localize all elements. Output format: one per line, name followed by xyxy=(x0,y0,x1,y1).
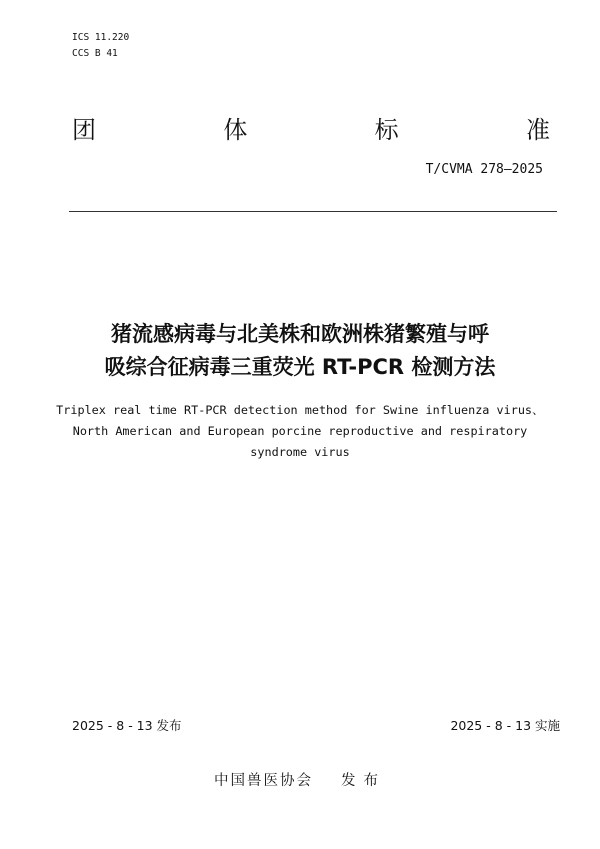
english-title-line-3: syndrome virus xyxy=(250,445,350,459)
chinese-title-line-1: 猪流感病毒与北美株和欧洲株猪繁殖与呼 xyxy=(111,322,489,346)
english-title-line-2: North American and European porcine reproductive and respiratory xyxy=(72,424,528,438)
doc-type-char-3: 标 xyxy=(374,116,399,144)
chinese-title xyxy=(0,318,600,384)
doc-type-char-1: 团 xyxy=(72,116,96,144)
doc-type-char-4: 准 xyxy=(525,116,550,144)
header-divider xyxy=(69,211,557,212)
doc-type-char-2: 体 xyxy=(223,116,248,144)
implementation-date: 2025 - 8 - 13 实施 xyxy=(450,718,560,733)
english-title xyxy=(0,400,600,463)
publisher-action: 发布 xyxy=(341,773,386,789)
standard-number: T/CVMA 278—2025 xyxy=(425,162,543,177)
english-title-line-1: Triplex real time RT-PCR detection method for Swine influenza virus、 xyxy=(56,403,544,417)
ics-code: ICS 11.220 xyxy=(72,32,130,43)
document-type-heading xyxy=(72,112,550,148)
publisher-organization: 中国兽医协会 xyxy=(214,773,313,789)
publisher-line xyxy=(0,770,600,792)
issue-date: 2025 - 8 - 13 发布 xyxy=(72,718,182,733)
ccs-code: CCS B 41 xyxy=(72,48,118,59)
chinese-title-line-2: 吸综合征病毒三重荧光 RT-PCR 检测方法 xyxy=(104,355,496,379)
